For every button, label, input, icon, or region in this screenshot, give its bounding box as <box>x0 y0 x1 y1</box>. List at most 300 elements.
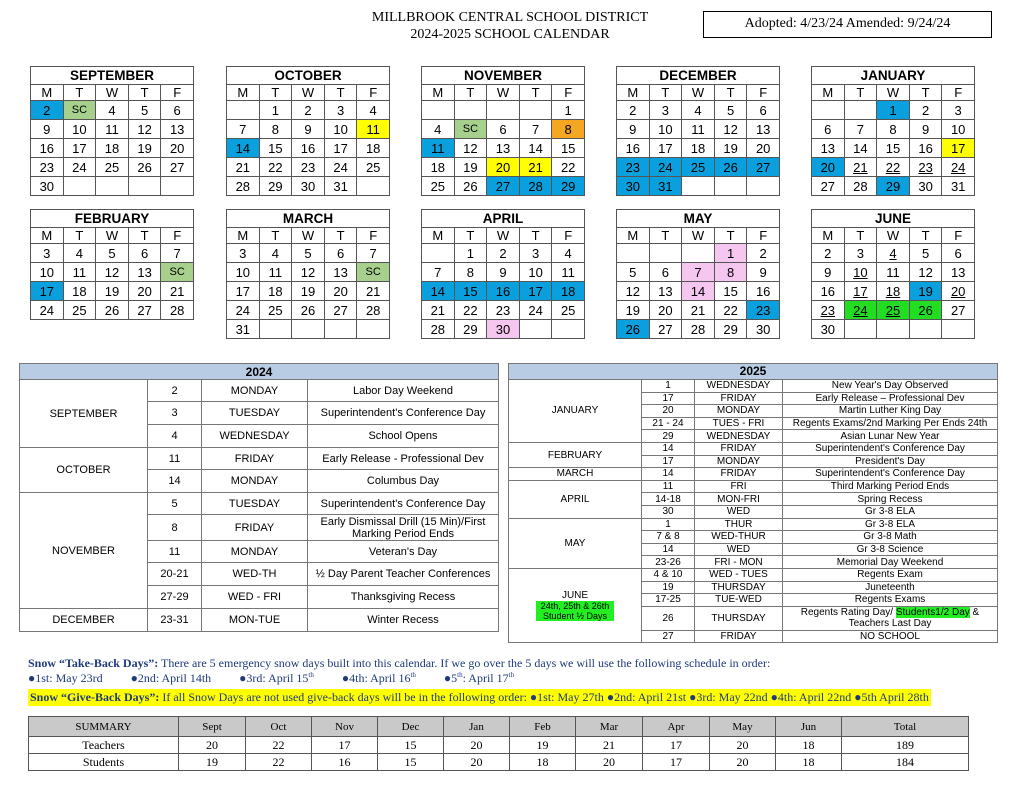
day-cell <box>617 244 650 263</box>
summary-cell: 189 <box>842 737 969 754</box>
weekday-label: T <box>909 228 942 244</box>
day-cell <box>812 101 845 120</box>
day-cell <box>96 177 129 196</box>
summary-header: Jun <box>776 717 842 737</box>
day-cell: 3 <box>31 244 64 263</box>
day-cell: 5 <box>617 263 650 282</box>
day-cell: 15 <box>552 139 585 158</box>
year-header: 2025 <box>509 364 998 380</box>
day-cell: 21 <box>227 158 260 177</box>
day-cell <box>487 101 520 120</box>
event-desc: Third Marking Period Ends <box>783 480 998 493</box>
day-cell: 9 <box>31 120 64 139</box>
weekday-label: W <box>682 85 715 101</box>
event-day: WEDNESDAY <box>695 430 783 443</box>
day-cell: 1 <box>259 101 292 120</box>
day-cell: 9 <box>487 263 520 282</box>
day-cell: 26 <box>96 301 129 320</box>
event-desc: Superintendent's Conference Day <box>783 442 998 455</box>
day-cell: 12 <box>617 282 650 301</box>
event-desc-part: & Teachers Last Day <box>848 607 980 630</box>
year-header: 2024 <box>20 364 499 380</box>
weekday-label: W <box>877 85 910 101</box>
summary-cell: 17 <box>312 737 378 754</box>
weekday-label: T <box>844 85 877 101</box>
weekday-label: T <box>714 228 747 244</box>
day-cell: 25 <box>422 177 455 196</box>
day-cell: 10 <box>942 120 975 139</box>
event-date: 23-31 <box>148 609 202 632</box>
event-date: 14 <box>642 468 695 481</box>
day-cell <box>454 101 487 120</box>
day-cell: 29 <box>714 320 747 339</box>
event-day: WED <box>695 543 783 556</box>
month-title: FEBRUARY <box>31 210 194 228</box>
take-back-item <box>342 671 416 685</box>
month-title: OCTOBER <box>227 67 390 85</box>
day-cell: 9 <box>812 263 845 282</box>
day-cell: 14 <box>519 139 552 158</box>
event-desc: ½ Day Parent Teacher Conferences <box>308 563 499 586</box>
day-cell: 25 <box>552 301 585 320</box>
month-title: NOVEMBER <box>422 67 585 85</box>
day-cell: 27 <box>161 158 194 177</box>
adopted-box: Adopted: 4/23/24 Amended: 9/24/24 <box>703 11 992 38</box>
day-cell: 8 <box>877 120 910 139</box>
day-cell: 6 <box>128 244 161 263</box>
day-cell: 2 <box>31 101 64 120</box>
day-cell: 14 <box>844 139 877 158</box>
day-cell: 19 <box>714 139 747 158</box>
event-desc: Superintendent's Conference Day <box>308 402 499 425</box>
day-cell: 13 <box>942 263 975 282</box>
day-cell: 28 <box>519 177 552 196</box>
day-cell: 9 <box>909 120 942 139</box>
month-march <box>226 209 390 339</box>
event-desc: Regents Exam <box>783 568 998 581</box>
event-date: 14 <box>642 442 695 455</box>
take-back-item <box>444 671 514 685</box>
event-day: MONDAY <box>695 455 783 468</box>
day-cell: 17 <box>649 139 682 158</box>
snow-take-back-label: Snow “Take-Back Days”: <box>28 656 159 670</box>
day-cell: 23 <box>747 301 780 320</box>
month-may <box>616 209 780 339</box>
weekday-label: W <box>877 228 910 244</box>
day-cell: 23 <box>617 158 650 177</box>
day-cell: 11 <box>877 263 910 282</box>
day-cell: 24 <box>519 301 552 320</box>
event-date: 27 <box>642 630 695 643</box>
day-cell <box>259 320 292 339</box>
day-cell <box>519 320 552 339</box>
summary-header: Apr <box>643 717 710 737</box>
summary-cell: 184 <box>842 754 969 771</box>
day-cell: 10 <box>63 120 96 139</box>
day-cell: 25 <box>357 158 390 177</box>
take-back-text: ●3rd: April 15 <box>239 671 309 685</box>
event-row <box>20 448 499 470</box>
weekday-label: T <box>63 228 96 244</box>
day-cell: 3 <box>227 244 260 263</box>
day-cell: SC <box>357 263 390 282</box>
event-day: TUES - FRI <box>695 417 783 430</box>
snow-take-back-schedule <box>28 671 514 686</box>
day-cell: 19 <box>454 158 487 177</box>
day-cell: 13 <box>649 282 682 301</box>
event-date: 30 <box>642 505 695 518</box>
weekday-label: M <box>422 228 455 244</box>
day-cell: 10 <box>227 263 260 282</box>
month-title: APRIL <box>422 210 585 228</box>
event-desc: Winter Recess <box>308 609 499 632</box>
day-cell: 25 <box>96 158 129 177</box>
day-cell: 26 <box>292 301 325 320</box>
day-cell: 21 <box>682 301 715 320</box>
weekday-label: M <box>812 85 845 101</box>
weekday-label: T <box>63 85 96 101</box>
event-date: 1 <box>642 380 695 393</box>
weekday-label: T <box>454 85 487 101</box>
day-cell <box>227 101 260 120</box>
day-cell: 22 <box>259 158 292 177</box>
day-cell: 29 <box>259 177 292 196</box>
event-desc: Gr 3-8 ELA <box>783 518 998 531</box>
day-cell: 9 <box>747 263 780 282</box>
day-cell: 6 <box>487 120 520 139</box>
day-cell: 11 <box>63 263 96 282</box>
event-month: NOVEMBER <box>20 493 148 609</box>
day-cell: 21 <box>519 158 552 177</box>
event-date: 17 <box>642 392 695 405</box>
summary-cell: 20 <box>576 754 643 771</box>
day-cell: 25 <box>877 301 910 320</box>
day-cell: 2 <box>617 101 650 120</box>
summary-cell: 16 <box>312 754 378 771</box>
day-cell: 18 <box>259 282 292 301</box>
day-cell: 30 <box>617 177 650 196</box>
summary-cell: 17 <box>643 737 710 754</box>
day-cell: 15 <box>259 139 292 158</box>
weekday-label: M <box>812 228 845 244</box>
event-date: 20 <box>642 405 695 418</box>
day-cell: 11 <box>422 139 455 158</box>
day-cell: 16 <box>292 139 325 158</box>
event-day: MONDAY <box>202 380 308 402</box>
event-date: 1 <box>642 518 695 531</box>
day-cell <box>844 101 877 120</box>
day-cell: 18 <box>552 282 585 301</box>
day-cell <box>844 320 877 339</box>
weekday-label: M <box>422 85 455 101</box>
day-cell: 22 <box>552 158 585 177</box>
day-cell: 5 <box>128 101 161 120</box>
day-cell <box>63 177 96 196</box>
day-cell: 30 <box>292 177 325 196</box>
day-cell: 13 <box>747 120 780 139</box>
event-date: 5 <box>148 493 202 515</box>
day-cell: 10 <box>649 120 682 139</box>
day-cell: 8 <box>454 263 487 282</box>
day-cell: 27 <box>324 301 357 320</box>
day-cell: 18 <box>357 139 390 158</box>
day-cell: 16 <box>909 139 942 158</box>
event-month-name: MARCH <box>556 468 594 480</box>
event-date: 11 <box>148 541 202 563</box>
event-desc: Gr 3-8 Math <box>783 531 998 544</box>
summary-header: Feb <box>510 717 576 737</box>
day-cell: 13 <box>487 139 520 158</box>
day-cell: 1 <box>454 244 487 263</box>
day-cell: 23 <box>487 301 520 320</box>
day-cell: 10 <box>519 263 552 282</box>
event-month: OCTOBER <box>20 448 148 493</box>
day-cell: 19 <box>128 139 161 158</box>
ordinal-suffix: th <box>457 671 463 679</box>
weekday-label: T <box>714 85 747 101</box>
event-row <box>509 568 998 581</box>
day-cell: 7 <box>682 263 715 282</box>
day-cell: 15 <box>714 282 747 301</box>
event-day: MONDAY <box>202 470 308 493</box>
day-cell: 25 <box>63 301 96 320</box>
day-cell: 20 <box>487 158 520 177</box>
take-back-text: ●4th: April 16 <box>341 671 411 685</box>
snow-give-back-label: Snow “Give-Back Days”: <box>30 690 160 704</box>
event-row <box>509 480 998 493</box>
day-cell: 4 <box>682 101 715 120</box>
day-cell: 23 <box>812 301 845 320</box>
day-cell <box>682 177 715 196</box>
day-cell: 28 <box>422 320 455 339</box>
day-cell: 28 <box>682 320 715 339</box>
weekday-label: M <box>617 228 650 244</box>
summary-table <box>28 716 969 771</box>
summary-cell: 20 <box>710 754 776 771</box>
weekday-label: F <box>942 228 975 244</box>
event-desc: Regents Exams/2nd Marking Per Ends 24th <box>783 417 998 430</box>
event-day: MON-FRI <box>695 493 783 506</box>
month-title: JANUARY <box>812 67 975 85</box>
day-cell: 21 <box>357 282 390 301</box>
weekday-label: F <box>161 228 194 244</box>
day-cell <box>552 320 585 339</box>
weekday-label: W <box>487 228 520 244</box>
day-cell: 22 <box>877 158 910 177</box>
event-desc-highlight: Students1/2 Day <box>895 607 970 619</box>
weekday-label: F <box>161 85 194 101</box>
day-cell: 20 <box>649 301 682 320</box>
day-cell: 16 <box>31 139 64 158</box>
event-month-name: FEBRUARY <box>547 449 603 461</box>
day-cell: 13 <box>161 120 194 139</box>
event-day: THUR <box>695 518 783 531</box>
day-cell: 16 <box>487 282 520 301</box>
event-row <box>509 442 998 455</box>
summary-cell: Teachers <box>29 737 179 754</box>
day-cell: 2 <box>747 244 780 263</box>
take-back-text: ●2nd: April 14th <box>130 671 212 685</box>
day-cell: 4 <box>63 244 96 263</box>
day-cell: 15 <box>877 139 910 158</box>
day-cell: 24 <box>649 158 682 177</box>
summary-cell: 18 <box>776 737 842 754</box>
day-cell: 4 <box>552 244 585 263</box>
summary-cell: 20 <box>179 737 246 754</box>
month-title: DECEMBER <box>617 67 780 85</box>
day-cell: 8 <box>714 263 747 282</box>
event-desc: Spring Recess <box>783 493 998 506</box>
day-cell: 3 <box>519 244 552 263</box>
day-cell: 19 <box>96 282 129 301</box>
summary-cell: 15 <box>378 737 444 754</box>
summary-cell: 21 <box>576 737 643 754</box>
day-cell: 16 <box>812 282 845 301</box>
day-cell: 11 <box>259 263 292 282</box>
day-cell: 5 <box>909 244 942 263</box>
day-cell: 6 <box>747 101 780 120</box>
event-desc: Columbus Day <box>308 470 499 493</box>
weekday-label: W <box>487 85 520 101</box>
day-cell: 27 <box>649 320 682 339</box>
day-cell: 27 <box>812 177 845 196</box>
events-2024-table <box>19 363 499 632</box>
event-month <box>509 568 642 642</box>
event-date: 17-25 <box>642 594 695 607</box>
weekday-label: T <box>519 228 552 244</box>
day-cell: 20 <box>812 158 845 177</box>
day-cell: 28 <box>161 301 194 320</box>
summary-cell: 22 <box>246 754 312 771</box>
event-day: MONDAY <box>202 541 308 563</box>
weekday-label: T <box>909 85 942 101</box>
weekday-label: T <box>259 85 292 101</box>
day-cell <box>714 177 747 196</box>
day-cell: 23 <box>909 158 942 177</box>
weekday-label: T <box>128 85 161 101</box>
day-cell: 7 <box>357 244 390 263</box>
weekday-label: T <box>519 85 552 101</box>
day-cell: 14 <box>422 282 455 301</box>
month-title: MAY <box>617 210 780 228</box>
summary-cell: 19 <box>510 737 576 754</box>
event-month: SEPTEMBER <box>20 380 148 448</box>
event-day: FRIDAY <box>202 515 308 541</box>
weekday-label: T <box>649 228 682 244</box>
day-cell: 30 <box>31 177 64 196</box>
day-cell <box>682 244 715 263</box>
event-day: FRIDAY <box>695 468 783 481</box>
day-cell: 30 <box>909 177 942 196</box>
month-december <box>616 66 780 196</box>
day-cell: 6 <box>649 263 682 282</box>
day-cell <box>128 177 161 196</box>
day-cell: 2 <box>292 101 325 120</box>
day-cell: 28 <box>227 177 260 196</box>
event-month <box>509 380 642 443</box>
day-cell: 29 <box>552 177 585 196</box>
summary-header-row <box>29 717 969 737</box>
day-cell: 6 <box>161 101 194 120</box>
summary-cell: 19 <box>179 754 246 771</box>
day-cell: 1 <box>714 244 747 263</box>
take-back-item <box>239 671 314 685</box>
month-september <box>30 66 194 196</box>
summary-cell: 18 <box>510 754 576 771</box>
day-cell: 1 <box>552 101 585 120</box>
day-cell: 17 <box>519 282 552 301</box>
event-date: 21 - 24 <box>642 417 695 430</box>
event-day: MONDAY <box>695 405 783 418</box>
day-cell: 30 <box>747 320 780 339</box>
day-cell: 1 <box>877 101 910 120</box>
day-cell: SC <box>161 263 194 282</box>
weekday-label: F <box>357 85 390 101</box>
day-cell: 26 <box>128 158 161 177</box>
event-date: 23-26 <box>642 556 695 569</box>
day-cell: 7 <box>519 120 552 139</box>
day-cell <box>877 320 910 339</box>
day-cell: 18 <box>422 158 455 177</box>
event-day: WED - FRI <box>202 586 308 609</box>
event-desc: Thanksgiving Recess <box>308 586 499 609</box>
day-cell: 22 <box>714 301 747 320</box>
snow-give-back <box>28 689 931 706</box>
day-cell: 5 <box>714 101 747 120</box>
day-cell: 25 <box>259 301 292 320</box>
summary-header: Sept <box>179 717 246 737</box>
summary-cell: 20 <box>444 754 510 771</box>
take-back-text: : April 17 <box>462 671 509 685</box>
weekday-label: W <box>682 228 715 244</box>
day-cell: 26 <box>454 177 487 196</box>
weekday-label: T <box>128 228 161 244</box>
day-cell: 18 <box>63 282 96 301</box>
day-cell: 31 <box>227 320 260 339</box>
summary-header: SUMMARY <box>29 717 179 737</box>
day-cell: 18 <box>96 139 129 158</box>
event-date: 4 & 10 <box>642 568 695 581</box>
event-day: WEDNESDAY <box>695 380 783 393</box>
day-cell: 17 <box>942 139 975 158</box>
event-month <box>509 442 642 467</box>
event-day: FRIDAY <box>202 448 308 470</box>
event-month: DECEMBER <box>20 609 148 632</box>
june-half-days-note: 24th, 25th & 26th Student ½ Days <box>536 601 614 621</box>
day-cell: 28 <box>844 177 877 196</box>
day-cell: 23 <box>292 158 325 177</box>
day-cell: 14 <box>227 139 260 158</box>
day-cell: 20 <box>161 139 194 158</box>
day-cell: 21 <box>422 301 455 320</box>
event-desc: Early Release - Professional Dev <box>308 448 499 470</box>
day-cell: 8 <box>552 120 585 139</box>
day-cell: 24 <box>942 158 975 177</box>
month-title: SEPTEMBER <box>31 67 194 85</box>
day-cell <box>292 320 325 339</box>
day-cell: 26 <box>714 158 747 177</box>
summary-header: Jan <box>444 717 510 737</box>
summary-header: Dec <box>378 717 444 737</box>
day-cell: 6 <box>324 244 357 263</box>
day-cell: 10 <box>31 263 64 282</box>
event-row <box>20 380 499 402</box>
event-day: TUESDAY <box>202 402 308 425</box>
day-cell: 7 <box>422 263 455 282</box>
day-cell: 7 <box>844 120 877 139</box>
day-cell: 11 <box>96 120 129 139</box>
day-cell <box>519 101 552 120</box>
